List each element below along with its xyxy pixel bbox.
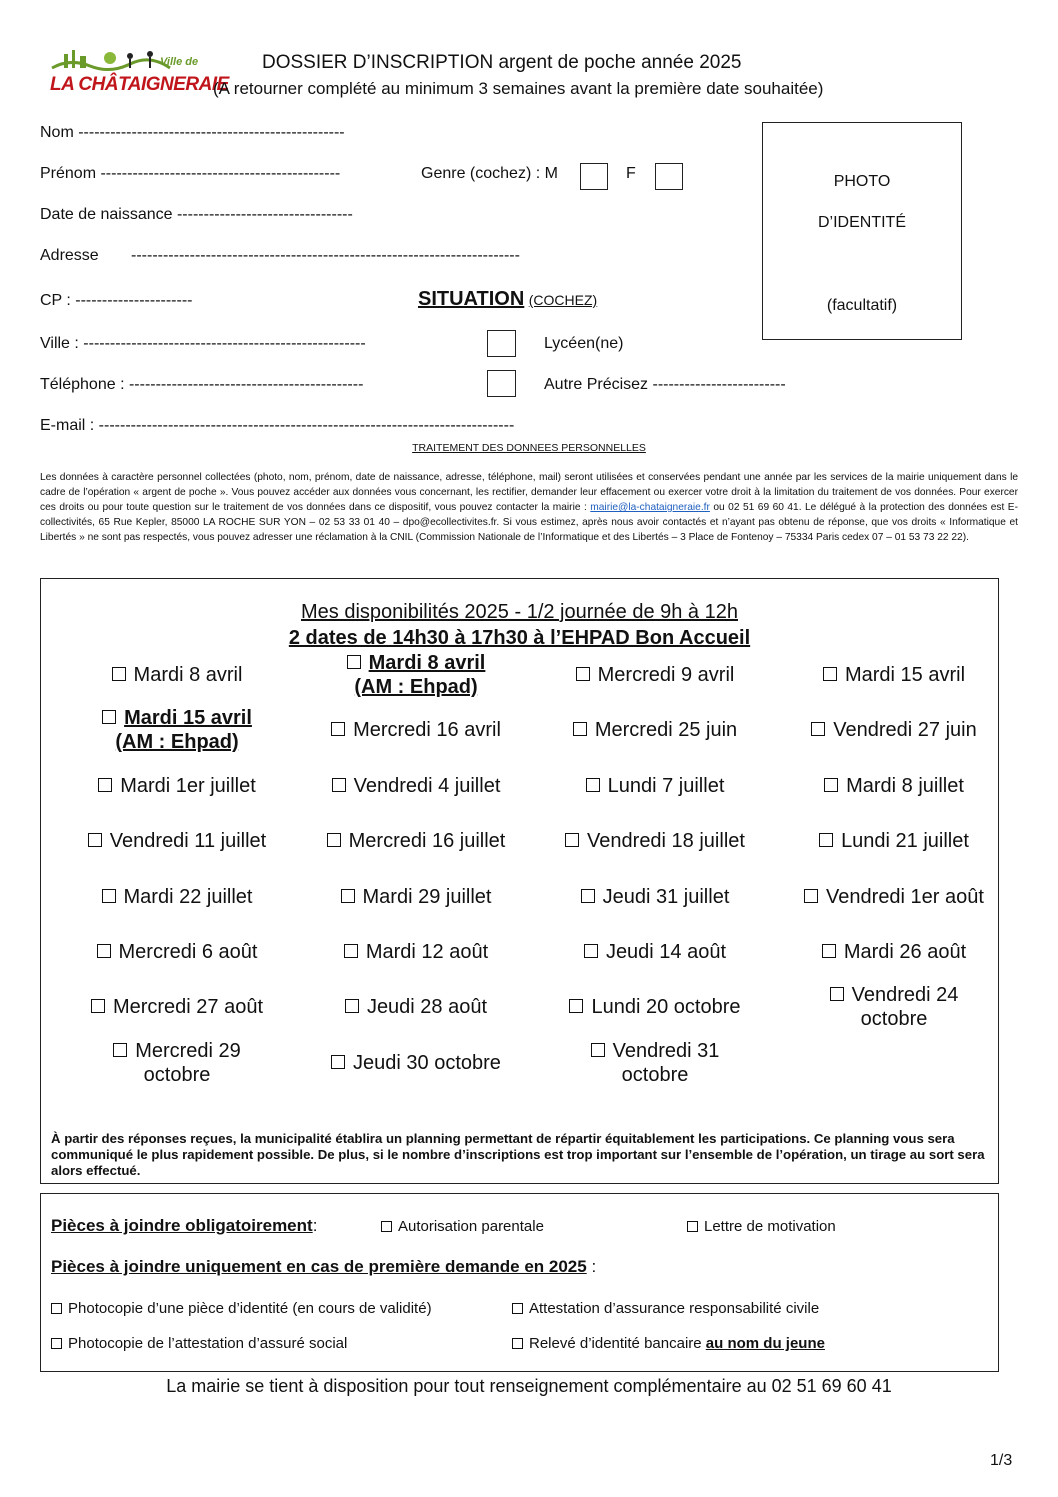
date-checkbox[interactable] (102, 889, 116, 903)
date-checkbox[interactable] (819, 833, 833, 847)
assurance-label: Attestation d’assurance responsabilité civile (529, 1300, 820, 1317)
date-option[interactable] (57, 706, 297, 754)
lettre-label: Lettre de motivation (704, 1218, 836, 1235)
date-checkbox[interactable] (830, 987, 844, 1001)
date-checkbox[interactable] (822, 944, 836, 958)
telephone-field[interactable]: Téléphone : -------------------------------------------- (40, 376, 364, 393)
genre-f-label: F (626, 165, 636, 182)
availability-note: À partir des réponses reçues, la municipalité établira un planning permettant de répartir équitablement les participations. Ce planning vous sera communiqué le plus rapidement possible. De plus, si le nombre d’inscriptions est trop important sur l’ensemble de l’opération, un tirage au sort sera alors effectué. (51, 1131, 985, 1178)
lyceen-label: Lycéen(ne) (544, 335, 624, 352)
date-option[interactable] (57, 829, 297, 853)
date-checkbox[interactable] (344, 944, 358, 958)
date-label: Mardi 15 avril (124, 707, 252, 729)
date-checkbox[interactable] (573, 722, 587, 736)
rib-checkbox[interactable] (512, 1338, 523, 1349)
date-checkbox[interactable] (331, 722, 345, 736)
date-checkbox[interactable] (586, 778, 600, 792)
date-checkbox[interactable] (88, 833, 102, 847)
photo-label-2: D’IDENTITÉ (818, 214, 906, 231)
date-checkbox[interactable] (91, 999, 105, 1013)
page-number: 1/3 (990, 1452, 1013, 1469)
date-option[interactable] (296, 774, 536, 798)
date-option[interactable] (296, 718, 536, 742)
page-title: DOSSIER D’INSCRIPTION argent de poche année 2025 (262, 52, 742, 73)
date-label: Mardi 8 avril (133, 664, 243, 686)
date-label: Mardi 12 août (365, 941, 489, 963)
logo-main-text: LA CHÂTAIGNERAIE (50, 74, 229, 95)
date-option[interactable] (535, 995, 775, 1019)
ville-field[interactable]: Ville : ----------------------------------------------------- (40, 335, 366, 352)
mairie-email-link[interactable]: mairie@la-chataigneraie.fr (590, 502, 710, 513)
date-checkbox[interactable] (576, 667, 590, 681)
date-checkbox[interactable] (97, 944, 111, 958)
date-label: Lundi 20 octobre (591, 996, 741, 1018)
date-label: Vendredi 1er août (826, 886, 984, 908)
date-label: Mercredi 9 avril (597, 664, 735, 686)
situation-heading (418, 288, 597, 311)
autre-checkbox[interactable] (487, 370, 516, 397)
assurance-item[interactable] (512, 1300, 819, 1317)
genre-label: Genre (cochez) : M (421, 165, 558, 182)
email-field[interactable]: E-mail : ------------------------------------------------------------------------------ (40, 417, 515, 434)
date-label: Mercredi 27 août (112, 996, 264, 1018)
date-checkbox[interactable] (113, 1043, 127, 1057)
assure-social-label: Photocopie de l’attestation d’assuré social (68, 1335, 348, 1352)
privacy-text-1: Les données à caractère personnel collectées (photo, nom, prénom, date de naissance, adresse, téléphone, mail) seront utilisées et conservées pendant une année par les services de la mairie uniquement dans le cadre de l’opération « argent de poche ». Vous pouvez accéder aux données vous concernant, les rectifier, demander leur effacement ou exercer votre droit à la limitation du traitement de vos données. Pour exercer ces droits ou pour toute question sur le traitement de vos données dans ce dispositif, vous pouvez contacter la mairie : (40, 472, 1018, 513)
date-option[interactable] (296, 651, 536, 699)
date-label: Vendredi 31 (612, 1040, 720, 1062)
cp-field[interactable]: CP : ---------------------- (40, 292, 193, 309)
first-request-heading (51, 1257, 596, 1277)
date-checkbox[interactable] (332, 778, 346, 792)
nom-field[interactable]: Nom -------------------------------------------------- (40, 124, 345, 141)
mandatory-colon: : (312, 1216, 318, 1235)
date-label: Mercredi 29 (135, 1040, 241, 1062)
date-option[interactable] (296, 1051, 536, 1075)
autorisation-item[interactable] (381, 1218, 544, 1235)
date-option[interactable] (57, 1039, 297, 1087)
situation-title: SITUATION (418, 288, 525, 310)
footer-contact: La mairie se tient à disposition pour tout renseignement complémentaire au 02 51 69 60 41 (166, 1376, 892, 1396)
date-option[interactable] (774, 718, 1014, 742)
date-label-line2: octobre (143, 1064, 211, 1086)
mandatory-heading (51, 1216, 317, 1236)
identite-checkbox[interactable] (51, 1303, 62, 1314)
date-label: Mardi 29 juillet (362, 886, 492, 908)
date-label: Mercredi 16 juillet (348, 830, 506, 852)
date-label-line2: (AM : Ehpad) (354, 676, 478, 698)
date-option[interactable] (296, 885, 536, 909)
genre-f-checkbox[interactable] (655, 163, 683, 190)
date-option[interactable] (57, 663, 297, 687)
date-option[interactable] (535, 885, 775, 909)
assure-social-item[interactable] (51, 1335, 347, 1352)
date-option[interactable] (535, 718, 775, 742)
lettre-item[interactable] (687, 1218, 836, 1235)
privacy-text-2: ou 02 51 69 60 41. Le délégué à la protection des données est E-collectivités, 65 Rue Kepler, 85000 LA ROCHE SUR YON – 02 53 33 01 40 – dpo@ecollectivites.fr. Si vous estimez, après nous avoir contactés et n’ayant pas obtenu de réponse, que vos droits « Informatique et Libertés » ne sont pas respectés, vous pouvez adresser une réclamation à la CNIL (Commission Nationale de l’Informatique et des Libertés – 3 Place de Fontenoy – 75334 Paris cedex 07 – 01 53 73 22 22). (40, 502, 1018, 543)
adresse-label: Adresse (40, 247, 99, 264)
date-option[interactable] (57, 940, 297, 964)
date-option[interactable] (296, 940, 536, 964)
date-checkbox[interactable] (811, 722, 825, 736)
adresse-field[interactable]: ------------------------------------------------------------------------- (131, 247, 520, 264)
autre-field[interactable]: Autre Précisez ------------------------- (544, 376, 786, 393)
prenom-field[interactable]: Prénom --------------------------------------------- (40, 165, 341, 182)
date-checkbox[interactable] (823, 667, 837, 681)
autorisation-label: Autorisation parentale (398, 1218, 544, 1235)
date-label: Mardi 26 août (843, 941, 967, 963)
privacy-title: TRAITEMENT DES DONNEES PERSONNELLES (412, 442, 646, 454)
naissance-field[interactable]: Date de naissance --------------------------------- (40, 206, 353, 223)
date-checkbox[interactable] (345, 999, 359, 1013)
photo-label-3: (facultatif) (826, 297, 898, 314)
lyceen-checkbox[interactable] (487, 330, 516, 357)
rib-label-bold: au nom du jeune (705, 1335, 825, 1352)
date-checkbox[interactable] (591, 1043, 605, 1057)
date-option[interactable] (296, 995, 536, 1019)
date-label: Jeudi 31 juillet (602, 886, 730, 908)
date-option[interactable] (535, 774, 775, 798)
date-checkbox[interactable] (102, 710, 116, 724)
date-label: Mercredi 16 avril (353, 719, 501, 741)
date-checkbox[interactable] (341, 889, 355, 903)
photo-box[interactable] (762, 122, 962, 340)
date-label: Vendredi 18 juillet (587, 830, 745, 852)
date-checkbox[interactable] (331, 1055, 345, 1069)
date-checkbox[interactable] (804, 889, 818, 903)
date-checkbox[interactable] (98, 778, 112, 792)
assure-social-checkbox[interactable] (51, 1338, 62, 1349)
date-checkbox[interactable] (347, 655, 361, 669)
date-label: Mardi 15 avril (844, 664, 966, 686)
date-label: Mardi 8 avril (368, 652, 486, 674)
date-label: Jeudi 30 octobre (353, 1052, 501, 1074)
date-checkbox[interactable] (565, 833, 579, 847)
identite-item[interactable] (51, 1300, 432, 1317)
date-label: Jeudi 28 août (366, 996, 488, 1018)
mandatory-title: Pièces à joindre obligatoirement (51, 1216, 313, 1235)
date-option[interactable] (774, 885, 1014, 909)
lettre-checkbox[interactable] (687, 1221, 698, 1232)
first-request-title: Pièces à joindre uniquement en cas de première demande en 2025 (51, 1257, 587, 1276)
date-checkbox[interactable] (569, 999, 583, 1013)
autorisation-checkbox[interactable] (381, 1221, 392, 1232)
date-checkbox[interactable] (327, 833, 341, 847)
pieces-box (40, 1193, 999, 1372)
date-label: Mardi 1er juillet (120, 775, 256, 797)
date-label-line2: octobre (860, 1008, 928, 1030)
date-label: Mardi 8 juillet (846, 775, 964, 797)
date-option[interactable] (535, 940, 775, 964)
date-option[interactable] (535, 829, 775, 853)
date-label: Jeudi 14 août (605, 941, 727, 963)
date-checkbox[interactable] (824, 778, 838, 792)
date-option[interactable] (774, 663, 1014, 687)
date-checkbox[interactable] (581, 889, 595, 903)
date-label: Vendredi 24 (851, 984, 959, 1006)
date-label: Vendredi 27 juin (833, 719, 977, 741)
date-checkbox[interactable] (584, 944, 598, 958)
date-label: Vendredi 4 juillet (353, 775, 501, 797)
date-label: Lundi 7 juillet (607, 775, 725, 797)
date-option[interactable] (535, 1039, 775, 1087)
assurance-checkbox[interactable] (512, 1303, 523, 1314)
date-label: Mardi 22 juillet (123, 886, 253, 908)
date-label: Vendredi 11 juillet (109, 830, 267, 852)
date-option[interactable] (57, 774, 297, 798)
rib-label: Relevé d’identité bancaire (529, 1335, 706, 1352)
date-option[interactable] (535, 663, 775, 687)
availability-subtitle: 2 dates de 14h30 à 17h30 à l’EHPAD Bon Accueil (288, 627, 751, 649)
genre-m-checkbox[interactable] (580, 163, 608, 190)
date-option[interactable] (296, 829, 536, 853)
date-option[interactable] (774, 940, 1014, 964)
date-option[interactable] (774, 983, 1014, 1031)
town-logo (50, 48, 229, 98)
page-subtitle: (A retourner complété au minimum 3 semaines avant la première date souhaitée) (213, 79, 824, 98)
photo-label-1: PHOTO (833, 173, 891, 190)
availability-box (40, 578, 999, 1184)
situation-hint: (COCHEZ) (528, 292, 598, 308)
date-option[interactable] (57, 885, 297, 909)
date-label: Lundi 21 juillet (841, 830, 969, 852)
first-request-colon: : (586, 1257, 597, 1276)
date-option[interactable] (774, 829, 1014, 853)
privacy-text (40, 470, 1018, 545)
date-label-line2: octobre (621, 1064, 689, 1086)
date-checkbox[interactable] (112, 667, 126, 681)
date-label-line2: (AM : Ehpad) (115, 731, 239, 753)
identite-label: Photocopie d’une pièce d’identité (en cours de validité) (68, 1300, 432, 1317)
date-label: Mercredi 25 juin (594, 719, 738, 741)
rib-item[interactable] (512, 1335, 825, 1352)
date-label: Mercredi 6 août (118, 941, 258, 963)
date-option[interactable] (57, 995, 297, 1019)
logo-top-text: Ville de (160, 56, 199, 68)
availability-title: Mes disponibilités 2025 - 1/2 journée de 9h à 12h (301, 601, 738, 623)
date-option[interactable] (774, 774, 1014, 798)
